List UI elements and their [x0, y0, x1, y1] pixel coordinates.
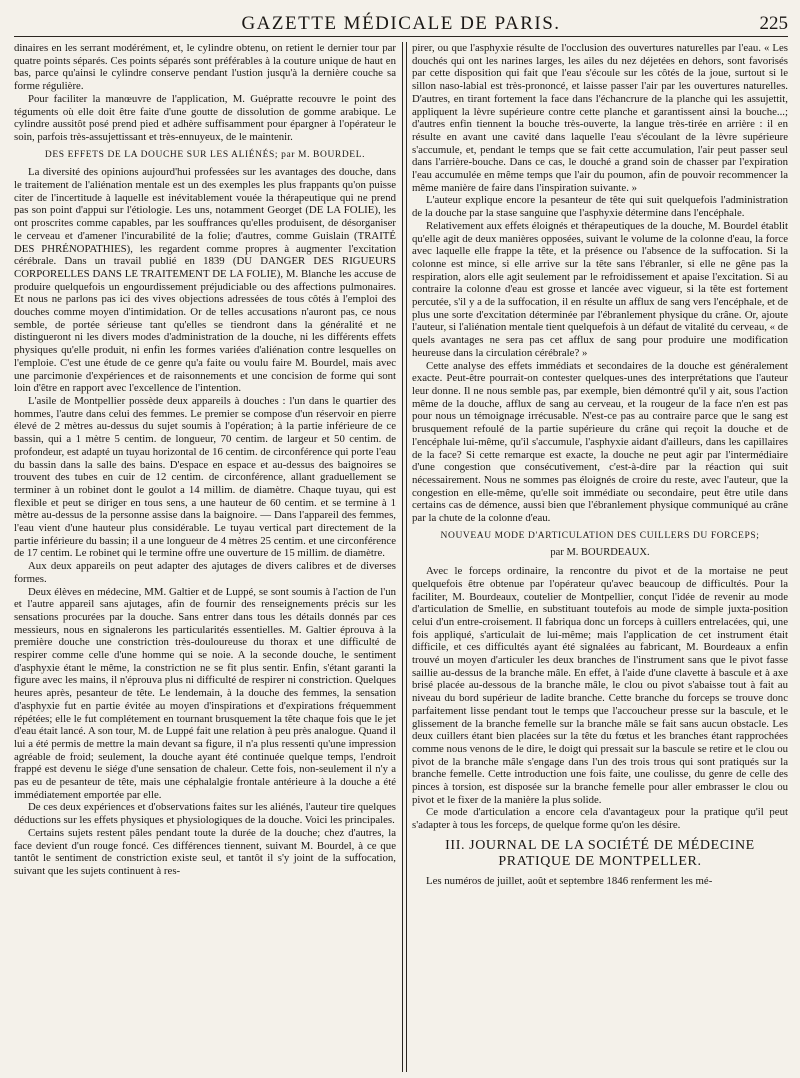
paragraph: Les numéros de juillet, août et septembre 1846 renferment les mé-	[426, 874, 713, 887]
text-columns	[14, 42, 788, 1072]
paragraph: pirer, ou que l'asphyxie résulte de l'occlusion des ouvertures naturelles par l'eau. « Les douchés qui ont les narines larges, les ailes du nez déjetées en dehors, sont favorisés par cette disposition qui fait que l'eau s'écoule sur les côtés de la joue, surtout si le sillon naso-labial est très-prononcé, et laisse passer l'air par les ouvertures naturelles. D'autres, en tirant fortement la face dans l'échancrure de la planche qui les assujettit, appliquent la lèvre supérieure contre cette planche et garantissent ainsi la bouche...; d'autres enfin tiennent la bouche très-ouverte, la langue très-tirée en arrière : il en résulte en avant une cavité dans laquelle l'eau s'écoulant de la lèvre supérieure s'accumule, et, pendant le temps que se fait cette accumulation, l'air peut passer seul dans l'arrière-bouche. Dans ce cas, le douché a grand soin de chasser par l'expiration l'eau accumulée en même temps que l'air du poumon, afin de pouvoir recommencer la même manière de faire dans l'inspiration suivante. »	[412, 42, 788, 194]
left-column	[14, 42, 396, 1072]
paragraph: L'auteur explique encore la pesanteur de tête qui suit quelquefois l'administration de la douche par la stase sanguine que l'asphyxie détermine dans l'encéphale.	[412, 194, 788, 220]
article-heading: DES EFFETS DE LA DOUCHE SUR LES ALIÉNÉS; par M. BOURDEL.	[44, 149, 366, 160]
paragraph: Relativement aux effets éloignés et thérapeutiques de la douche, M. Bourdel établit qu'elle agit de deux manières opposées, suivant le volume de la colonne d'eau, la force avec laquelle elle frappe la tête, et la présence ou l'absence de la suffocation. Si la colonne est mince, si elle arrive sur la tête sans l'ébranler, si elle ne gêne pas la respiration, alors elle agit seulement par le refroidissement et apaise l'excitation. Si au contraire la colonne d'eau est grosse et lancée avec vigueur, si la tête est fortement percutée, s'il y a de la suffocation, il en résulte un afflux de sang vers l'encéphale, et de plus une sorte d'excitation déterminée par l'ébranlement physique du crâne. Or, ajoute l'auteur, si l'aliénation mentale tient quelquefois à un défaut de vitalité du cerveau, « de quels avantages ne sera pas cet afflux de sang pour produire une modification heureuse dans la circulation cérébrale? »	[412, 219, 788, 359]
journal-title: GAZETTE MÉDICALE DE PARIS.	[241, 13, 561, 34]
paragraph: L'asile de Montpellier possède deux appareils à douches : l'un dans le quartier des hommes, l'autre dans celui des femmes. Le premier se compose d'un réservoir en pierre élevé de 2 mètres au-dessus du sujet soumis à l'opération; à la partie inférieure de ce bassin, qui a 1 mètre 5 centim. de longueur, 70 centim. de largeur et 50 centim. de profondeur, est adapté un tuyau horizontal de 16 centim. de circonférence qui porte l'eau du bassin dans la salle des bains. D'espace en espace et au-dessus des baignoires se trouvent des tubes en cuir de 12 centim. de circonférence, allant graduellement se terminer à un robinet dont le goulot a 14 millim. de diamètre. Chaque tuyau, qui est flexible et peut se diriger en tous sens, a une hauteur de 60 centim. et se termine à 1 mètre au-dessus de la personne assise dans la baignoire. — Dans l'appareil des femmes, l'eau vient d'une hauteur plus considérable. Le tuyau vertical part directement de la partie inférieure du bassin; il a une longueur de 4 mètres 25 centim. et une circonférence de 17 centim. Le robinet qui le termine offre une ouverture de 15 millim. de diamètre.	[14, 394, 396, 560]
paragraph: Avec le forceps ordinaire, la rencontre du pivot et de la mortaise ne peut quelquefois être obtenue par l'opérateur qu'avec beaucoup de difficultés. Pour la faciliter, M. Bourdeaux, coutelier de Montpellier, conçut l'idée de revenir au mode d'articulation de Smellie, en substituant toutefois au mode de simple juxta-position celui d'un entre-croisement. Il fabriqua donc un forceps à cuillers entrelacées, qui, une fois appliqué, s'articulait de lui-même; mais l'application de cet instrument était difficile, et ces difficultés ayant été signalées au fabricant, M. Bourdeaux a enfin trouvé un moyen d'articuler les deux branches de l'instrument sans que le pivot fasse saillie au-dessus de la branche mâle. En effet, à l'aide d'une clavette à bascule et à axe brisé placée au-dessous de la branche mâle, le clou ou pivot s'abaisse tout à fait au niveau du bord supérieur de ladite branche. Cette branche du forceps se trouve donc parfaitement lisse pendant tout le temps que l'accoucheur presse sur la bascule, et le glissement de la branche femelle sur la branche mâle se fait sans aucun obstacle. Les deux cuillers étant bien placées sur la tête du fœtus et les branches étant rapprochées comme nous venons de le dire, le doigt qui pressait sur la bascule se retire et le clou ou pivot de la branche mâle s'engage dans l'un des trois trous qui sont pratiqués sur la branche femelle. Cette introduction une fois faite, une coulisse, du genre de celle des pinces à torsion, est disposée sur la branche femelle pour aller embrasser le clou ou pivot et le fixer de la manière la plus solide.	[412, 565, 788, 806]
article-author: par M. BOURDEAUX.	[550, 547, 650, 559]
right-column	[412, 42, 788, 1072]
page-number: 225	[759, 13, 788, 34]
article-heading: NOUVEAU MODE D'ARTICULATION DES CUILLERS DU FORCEPS;	[440, 530, 760, 541]
column-divider	[402, 42, 407, 1072]
paragraph: La diversité des opinions aujourd'hui professées sur les avantages des douche, dans le traitement de l'aliénation mentale est un des exemples les plus frappants qu'on puisse citer de l'incertitude à laquelle est inévitablement vouée la thérapeutique qui ne prend pas son point d'appui sur l'étiologie. Les uns, notamment Georget (DE LA FOLIE), les ont proscrites comme capables, par les souffrances qu'elles produisent, de désorganiser le cerveau et d'amener l'incurabilité de la folie; d'autres, comme Guislain (TRAITÉ DES PHRÉNOPATHIES), les regardent comme propres à augmenter l'excitation cérébrale. Dans un travail publié en 1839 (DU DANGER DES RIGUEURS CORPORELLES DANS LE TRAITEMENT DE LA FOLIE), M. Blanche les accuse de produire quelquefois un engourdissement préjudiciable ou des affections pulmonaires. Et nous ne parlons pas ici des vives objections adressées de tous côtés à l'emploi des douches comme moyen d'intimidation. Or de telles accusations n'auront pas, ce nous semble, de portée sérieuse tant qu'elles se tiendront dans la généralité et ne distingueront ni les divers modes d'administration de la douche, ni les différents effets physiques qu'elle produit, ni enfin les formes variées d'aliénation contre lesquelles on l'emploie. C'est une étude de ce genre qu'a faite ou voulu faire M. Bourdel, mais avec une parcimonie d'expériences et de raisonnements et une concision de forme qui sont loin d'être en rapport avec l'excellence de l'intention.	[14, 166, 396, 395]
paragraph: Aux deux appareils on peut adapter des ajutages de divers calibres et de diverses formes.	[14, 560, 396, 585]
paragraph: De ces deux expériences et d'observations faites sur les aliénés, l'auteur tire quelques déductions sur les effets physiques et physiologiques de la douche. Voici les principales.	[14, 801, 396, 827]
paragraph: dinaires en les serrant modérément, et, le cylindre obtenu, on retient le dernier tour par quatre points séparés. Ces points séparés sont préférables à la couture unique de haut en bas, parce qu'ainsi le cylindre conserve pendant l'ustion jusqu'à la dernière couche sa forme régulière.	[14, 42, 396, 93]
page-header	[14, 10, 788, 37]
paragraph: Deux élèves en médecine, MM. Galtier et de Luppé, se sont soumis à l'action de l'un et l'autre appareil sans ajutages, afin de fournir des renseignements précis sur les sensations procurées par la douche. Sans entrer dans tous les détails donnés par ces messieurs, nous en signalerons les particularités essentielles. M. Galtier éprouva à la première douche une constriction très-douloureuse du thorax et une difficulté de respirer comme celle d'une homme qui se noie. A la seconde douche, le sentiment d'asphyxie étant le même, la constriction ne se fit plus sentir. Enfin, s'étant garanti la figure avec les mains, il n'éprouva plus ni difficulté de respirer ni constriction. Quelques heures après, pesanteur de tête. Le lendemain, à la douche des femmes, la sensation d'asphyxie fut en partie évitée au moyen d'inspirations et d'expirations fréquemment répétées; elle le fut complétement en tournant brusquement la tête chaque fois que le jet d'eau était lancé. A son tour, M. de Luppé fait une relation à peu près analogue. Quand il lui a été permis de mettre la main devant sa figure, il n'a plus ressenti qu'une impression agréable de froid; seulement, la douche ayant été continuée quelque temps, l'endroit frappé est devenu le siége d'une sensation de chaleur. Cette fois, non-seulement il n'y a pas eu de pesanteur de tête, mais une céphalalgie frontale antérieure à la douche a été immédiatement emportée par elle.	[14, 585, 396, 801]
paragraph: Ce mode d'articulation a encore cela d'avantageux pour la pratique qu'il peut s'adapter à tous les forceps, de quelque forme qu'on les désire.	[412, 806, 788, 832]
section-heading: III. JOURNAL DE LA SOCIÉTÉ DE MÉDECINE PRATIQUE DE MONTPELLER.	[445, 837, 755, 869]
paragraph: Cette analyse des effets immédiats et secondaires de la douche est généralement exacte. Peut-être pourrait-on contester quelques-unes des interprétations que l'auteur leur donne. Il ne nous semble pas, par exemple, bien démontré qu'il y ait, sous l'action même de la douche, afflux de sang au cerveau, et la rougeur de la face n'en est pas pour nous un témoignage irrécusable. N'est-ce pas au contraire parce que le sang est brusquement refoulé de la partie supérieure du crâne qui reçoit la douche et de l'encéphale lui-même, qu'il s'accumule, l'asphyxie aidant d'ailleurs, dans les capillaires de la face? Si cette remarque est exacte, la douche ne peut agir par l'intermédiaire d'une congestion que consécutivement, c'est-à-dire par la réaction qui suit nécessairement. Nous ne sommes pas éloignés de croire du reste, avec l'auteur, que la congestion en elle-même, qu'elle soit immédiate ou secondaire, peut être utile dans certains cas de démence, aussi bien que l'ébranlement physique communiqué au crâne par la chute de la colonne d'eau.	[412, 359, 788, 525]
paragraph: Certains sujets restent pâles pendant toute la durée de la douche; chez d'autres, la face devient d'un rouge foncé. Ces différences tiennent, suivant M. Bourdel, à ce que tantôt le sentiment de constriction existe seul, et tantôt il s'y joint de la suffocation, suivant que les sujets continuent à res-	[14, 826, 396, 877]
paragraph: Pour faciliter la manœuvre de l'application, M. Guépratte recouvre le point des téguments où elle doit être faite d'une goutte de dissolution de gomme arabique. Le cylindre aussitôt posé prend pied et adhère suffisamment pour épargner à l'opérateur le soin, parfois très-assujettissant et très-ennuyeux, de le maintenir.	[14, 92, 396, 143]
